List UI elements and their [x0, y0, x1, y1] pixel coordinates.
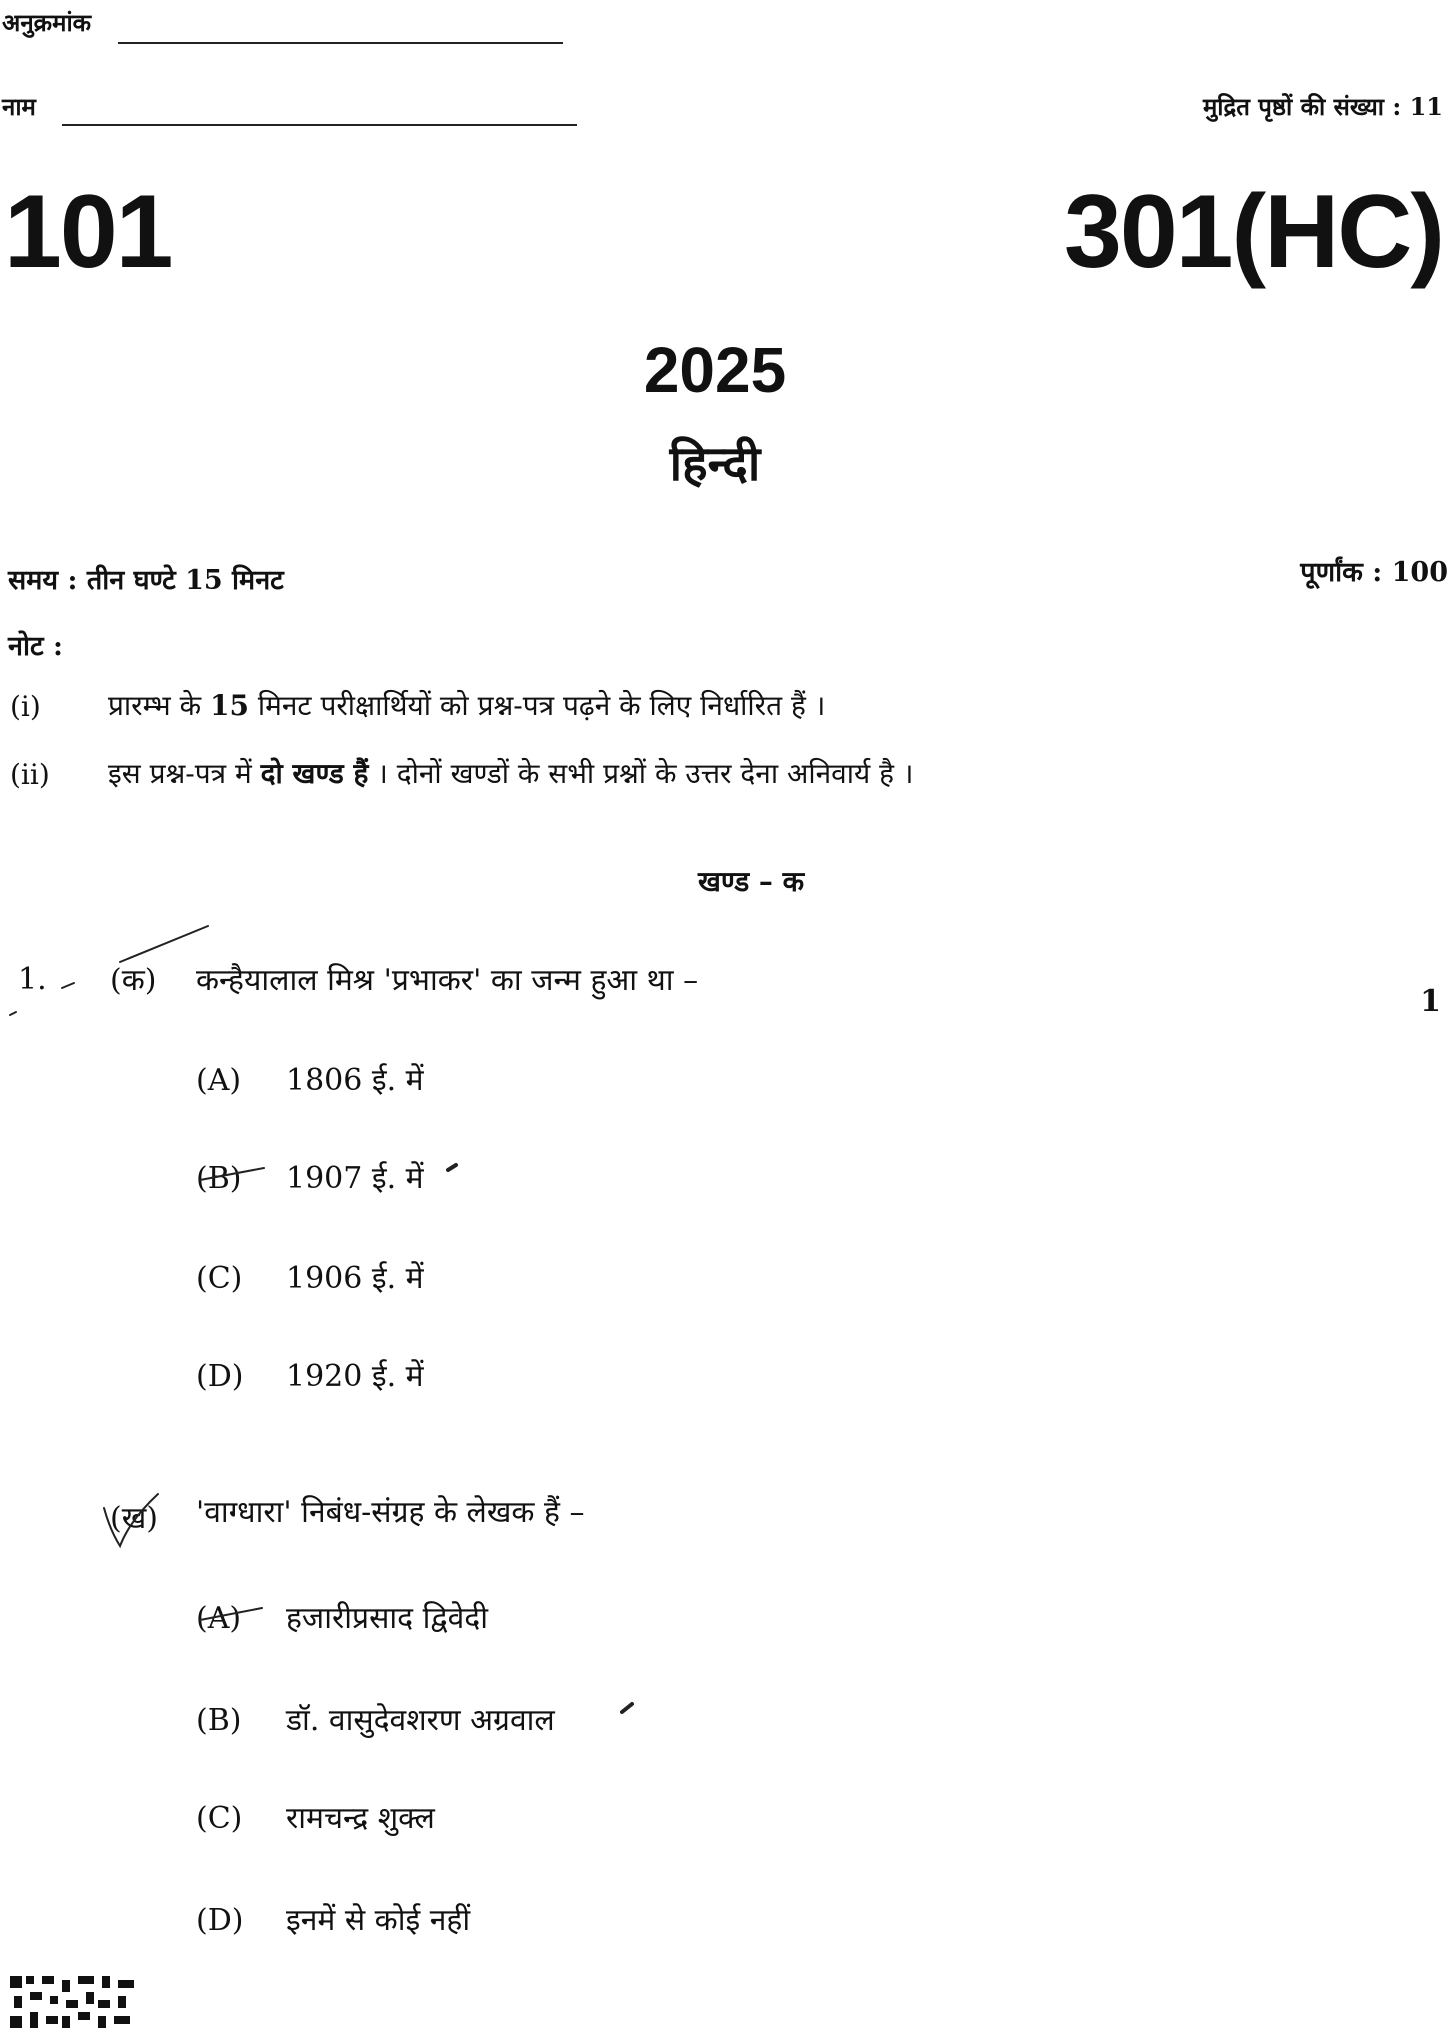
dash-mark	[10, 1012, 16, 1015]
dash-mark	[62, 983, 74, 988]
tick-mark-option-a	[200, 1608, 262, 1620]
question-part-label: (ख)	[110, 1501, 158, 1536]
note-item-2: इस प्रश्न-पत्र में दो खण्ड हैं । दोनों खण्डों के सभी प्रश्नों के उत्तर देना अनिवार्य है ।	[108, 757, 914, 790]
question-part-label: (क)	[110, 963, 157, 998]
tick-mark-part-ka	[120, 926, 208, 962]
name-label: नाम	[2, 92, 36, 121]
answer-dot	[448, 1165, 456, 1170]
note-heading: नोट :	[8, 631, 63, 662]
answer-dot	[622, 1704, 632, 1712]
question-number: 1.	[18, 962, 47, 997]
note-item-number: (ii)	[10, 758, 50, 791]
subject-title: हिन्दी	[669, 436, 761, 492]
paper-code-right: 301(HC)	[1064, 174, 1443, 290]
tick-mark-part-kha	[104, 1494, 158, 1546]
question-text: कन्हैयालाल मिश्र 'प्रभाकर' का जन्म हुआ था –	[196, 963, 699, 998]
note-item-number: (i)	[10, 690, 41, 723]
printed-pages-count: मुद्रित पृष्ठों की संख्या : 11	[1202, 92, 1443, 121]
option-a: (A) हजारीप्रसाद द्विवेदी	[196, 1601, 488, 1636]
exam-duration: समय : तीन घण्टे 15 मिनट	[8, 565, 284, 596]
option-b: (B) डॉ. वासुदेवशरण अग्रवाल	[196, 1703, 555, 1738]
option-a: (A) 1806 ई. में	[196, 1063, 424, 1098]
option-c: (C) 1906 ई. में	[196, 1261, 424, 1296]
paper-code-left: 101	[4, 174, 172, 290]
note-item-1: प्रारम्भ के 15 मिनट परीक्षार्थियों को प्रश्न-पत्र पढ़ने के लिए निर्धारित हैं ।	[108, 689, 826, 722]
roll-number-label: अनुक्रमांक	[2, 8, 92, 37]
tick-mark-option-b	[200, 1168, 264, 1180]
question-text: 'वाग्धारा' निबंध-संग्रह के लेखक हैं –	[196, 1495, 585, 1530]
total-marks: पूर्णांक : 100	[1300, 557, 1448, 588]
option-c: (C) रामचन्द्र शुक्ल	[196, 1801, 435, 1836]
qr-code-icon	[10, 1975, 138, 2033]
section-title: खण्ड – क	[698, 865, 805, 898]
option-b: (B) 1907 ई. में	[196, 1161, 424, 1196]
question-marks: 1	[1420, 984, 1441, 1019]
option-d: (D) इनमें से कोई नहीं	[196, 1903, 471, 1938]
exam-year: 2025	[643, 334, 787, 406]
option-d: (D) 1920 ई. में	[196, 1359, 424, 1394]
